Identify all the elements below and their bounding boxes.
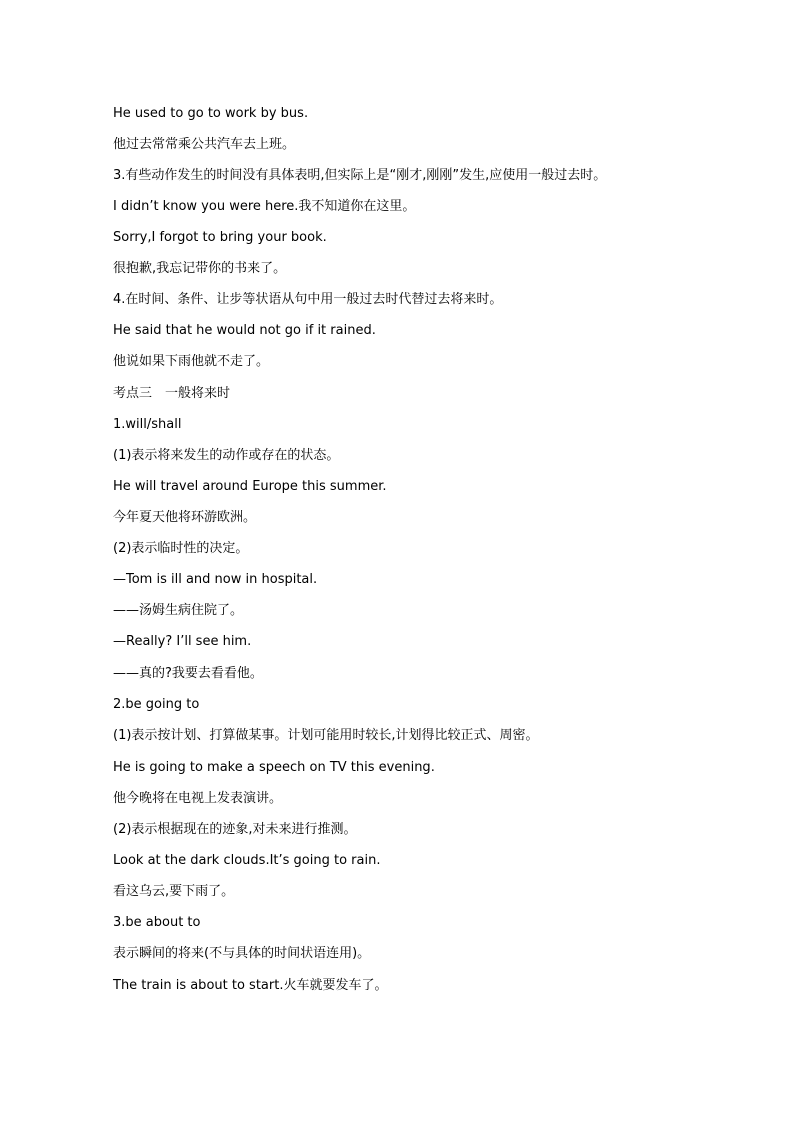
text-line: —Really? I’ll see him. — [113, 634, 252, 649]
text-line: 今年夏天他将环游欧洲。 — [113, 510, 257, 525]
text-line: (1)表示将来发生的动作或存在的状态。 — [113, 448, 340, 463]
text-line: 看这乌云,要下雨了。 — [113, 884, 235, 899]
text-line: He will travel around Europe this summer. — [113, 479, 387, 494]
section-heading: 考点三 一般将来时 — [113, 386, 231, 401]
text-line: (1)表示按计划、打算做某事。计划可能用时较长,计划得比较正式、周密。 — [113, 728, 539, 743]
text-line: 3.be about to — [113, 915, 201, 930]
text-line: 表示瞬间的将来(不与具体的时间状语连用)。 — [113, 946, 371, 961]
text-line: I didn’t know you were here.我不知道你在这里。 — [113, 199, 416, 214]
text-line: 1.will/shall — [113, 417, 182, 432]
text-line: He used to go to work by bus. — [113, 106, 309, 121]
text-line: (2)表示临时性的决定。 — [113, 541, 249, 556]
text-line: 他说如果下雨他就不走了。 — [113, 354, 270, 369]
text-line: 2.be going to — [113, 697, 200, 712]
text-line: 4.在时间、条件、让步等状语从句中用一般过去时代替过去将来时。 — [113, 292, 503, 307]
text-line: He said that he would not go if it rained. — [113, 323, 376, 338]
text-line: ——汤姆生病住院了。 — [113, 603, 244, 618]
text-line: Sorry,I forgot to bring your book. — [113, 230, 327, 245]
text-line: (2)表示根据现在的迹象,对未来进行推测。 — [113, 822, 357, 837]
text-line: 他今晚将在电视上发表演讲。 — [113, 791, 283, 806]
text-line: 3.有些动作发生的时间没有具体表明,但实际上是“刚才,刚刚”发生,应使用一般过去时。 — [113, 168, 607, 183]
text-line: 很抱歉,我忘记带你的书来了。 — [113, 261, 287, 276]
text-line: —Tom is ill and now in hospital. — [113, 572, 318, 587]
text-line: Look at the dark clouds.It’s going to rain. — [113, 853, 381, 868]
text-line: The train is about to start.火车就要发车了。 — [113, 978, 388, 993]
text-line: He is going to make a speech on TV this evening. — [113, 760, 435, 775]
text-line: ——真的?我要去看看他。 — [113, 666, 263, 681]
text-line: 他过去常常乘公共汽车去上班。 — [113, 137, 296, 152]
